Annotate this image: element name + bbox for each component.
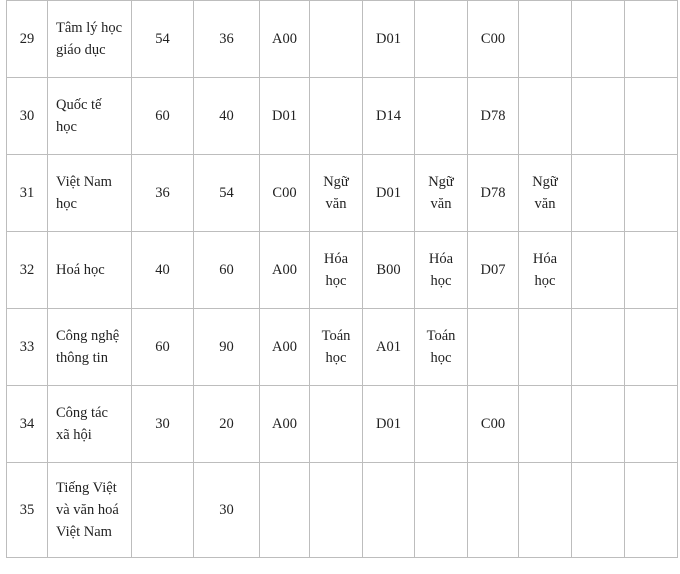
extra-cell-2 xyxy=(625,232,678,309)
combination-code-1: D01 xyxy=(260,78,310,155)
main-subject-1: Toán học xyxy=(310,309,363,386)
main-subject-2 xyxy=(415,463,468,558)
main-subject-1 xyxy=(310,78,363,155)
main-subject-2 xyxy=(415,386,468,463)
quota-value-1: 40 xyxy=(132,232,194,309)
combination-code-2: A01 xyxy=(363,309,415,386)
quota-value-1: 60 xyxy=(132,78,194,155)
table-row xyxy=(7,155,678,232)
main-subject-1 xyxy=(310,463,363,558)
row-number: 31 xyxy=(7,155,48,232)
program-name: Công tác xã hội xyxy=(48,386,132,463)
main-subject-3 xyxy=(519,463,572,558)
extra-cell-2 xyxy=(625,309,678,386)
combination-code-1: A00 xyxy=(260,309,310,386)
combination-code-2 xyxy=(363,463,415,558)
quota-value-2: 54 xyxy=(194,155,260,232)
extra-cell-2 xyxy=(625,78,678,155)
quota-value-1: 36 xyxy=(132,155,194,232)
quota-value-1: 30 xyxy=(132,386,194,463)
combination-code-1 xyxy=(260,463,310,558)
row-number: 33 xyxy=(7,309,48,386)
row-number: 29 xyxy=(7,1,48,78)
extra-cell-1 xyxy=(572,78,625,155)
row-number: 30 xyxy=(7,78,48,155)
extra-cell-1 xyxy=(572,386,625,463)
program-name: Tâm lý học giáo dục xyxy=(48,1,132,78)
combination-code-1: A00 xyxy=(260,232,310,309)
extra-cell-1 xyxy=(572,309,625,386)
combination-code-2: D14 xyxy=(363,78,415,155)
main-subject-1 xyxy=(310,1,363,78)
row-number: 34 xyxy=(7,386,48,463)
extra-cell-2 xyxy=(625,1,678,78)
program-name: Quốc tế học xyxy=(48,78,132,155)
main-subject-1: Ngữ văn xyxy=(310,155,363,232)
combination-code-3 xyxy=(468,309,519,386)
combination-code-2: D01 xyxy=(363,155,415,232)
combination-code-3 xyxy=(468,463,519,558)
extra-cell-2 xyxy=(625,155,678,232)
combination-code-2: D01 xyxy=(363,386,415,463)
table-row xyxy=(7,78,678,155)
table-row xyxy=(7,463,678,558)
table-row xyxy=(7,386,678,463)
combination-code-1: A00 xyxy=(260,1,310,78)
main-subject-1: Hóa học xyxy=(310,232,363,309)
quota-value-1 xyxy=(132,463,194,558)
combination-code-1: C00 xyxy=(260,155,310,232)
main-subject-2: Toán học xyxy=(415,309,468,386)
row-number: 32 xyxy=(7,232,48,309)
extra-cell-2 xyxy=(625,463,678,558)
main-subject-3: Hóa học xyxy=(519,232,572,309)
combination-code-2: B00 xyxy=(363,232,415,309)
table-row xyxy=(7,309,678,386)
quota-value-2: 40 xyxy=(194,78,260,155)
combination-code-3: C00 xyxy=(468,386,519,463)
row-number: 35 xyxy=(7,463,48,558)
extra-cell-1 xyxy=(572,155,625,232)
extra-cell-1 xyxy=(572,232,625,309)
quota-value-2: 36 xyxy=(194,1,260,78)
quota-value-2: 90 xyxy=(194,309,260,386)
main-subject-3 xyxy=(519,78,572,155)
combination-code-3: C00 xyxy=(468,1,519,78)
combination-code-1: A00 xyxy=(260,386,310,463)
extra-cell-1 xyxy=(572,1,625,78)
program-name: Việt Nam học xyxy=(48,155,132,232)
extra-cell-1 xyxy=(572,463,625,558)
main-subject-2: Ngữ văn xyxy=(415,155,468,232)
combination-code-3: D78 xyxy=(468,155,519,232)
combination-code-3: D07 xyxy=(468,232,519,309)
table-row xyxy=(7,232,678,309)
quota-value-1: 60 xyxy=(132,309,194,386)
admissions-table xyxy=(6,0,678,558)
combination-code-2: D01 xyxy=(363,1,415,78)
main-subject-3 xyxy=(519,386,572,463)
combination-code-3: D78 xyxy=(468,78,519,155)
quota-value-2: 30 xyxy=(194,463,260,558)
quota-value-2: 60 xyxy=(194,232,260,309)
main-subject-3 xyxy=(519,309,572,386)
program-name: Công nghệ thông tin xyxy=(48,309,132,386)
main-subject-2: Hóa học xyxy=(415,232,468,309)
extra-cell-2 xyxy=(625,386,678,463)
main-subject-1 xyxy=(310,386,363,463)
program-name: Hoá học xyxy=(48,232,132,309)
main-subject-3: Ngữ văn xyxy=(519,155,572,232)
table-row xyxy=(7,1,678,78)
main-subject-2 xyxy=(415,78,468,155)
main-subject-2 xyxy=(415,1,468,78)
main-subject-3 xyxy=(519,1,572,78)
program-name: Tiếng Việt và văn hoá Việt Nam xyxy=(48,463,132,558)
quota-value-1: 54 xyxy=(132,1,194,78)
quota-value-2: 20 xyxy=(194,386,260,463)
